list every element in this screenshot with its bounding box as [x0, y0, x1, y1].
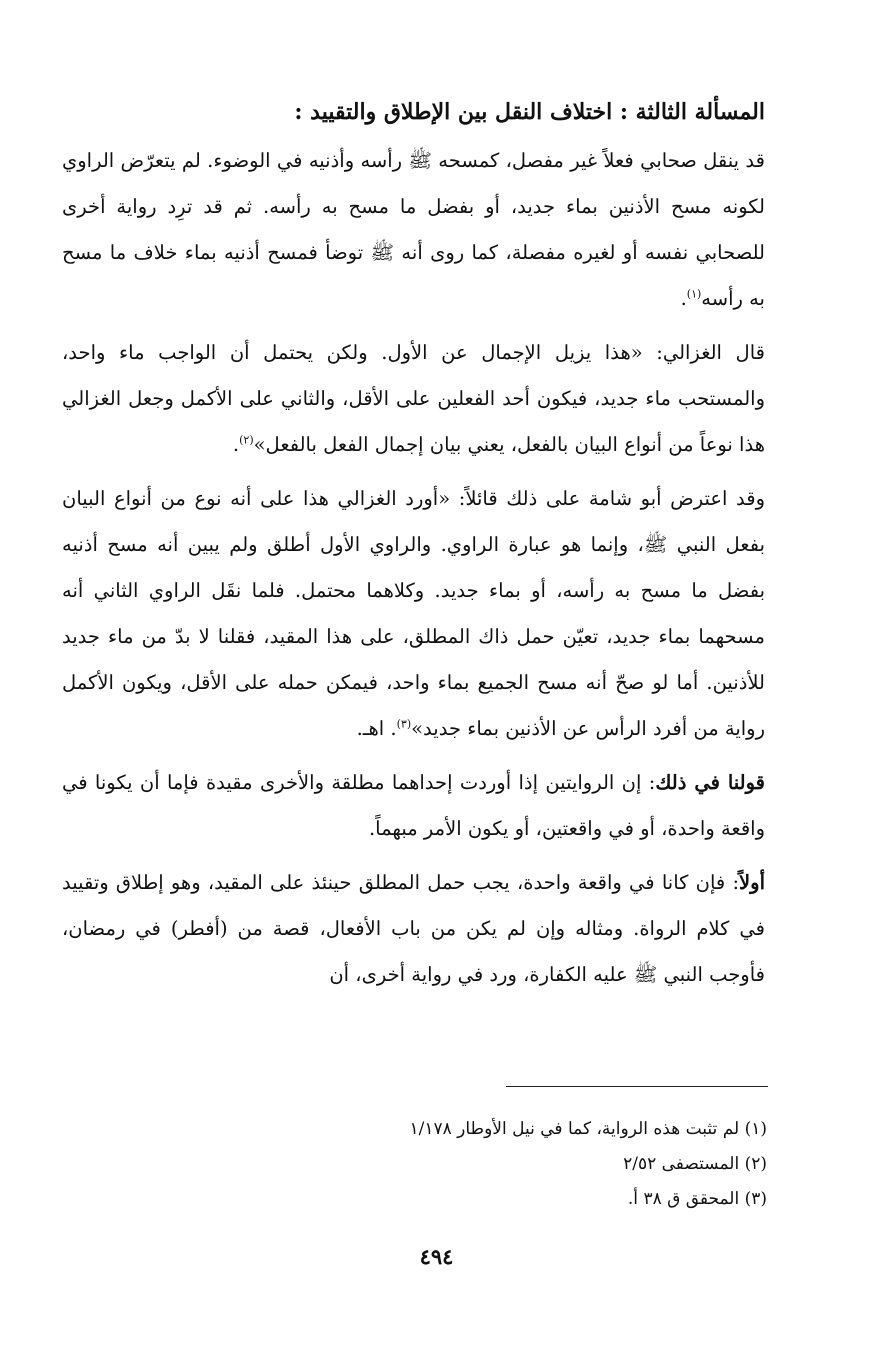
- paragraph-5: [62, 860, 765, 998]
- paragraph-3-text: وقد اعترض أبو شامة على ذلك قائلاً: «أورد الغزالي هذا على أنه نوع من أنواع البيان بفعل النبي ﷺ، وإنما هو عبارة الراوي. والراوي الأول أطلق ولم يبين أنه مسح أذنيه بفضل ما مسح به رأسه، أو بماء جديد. وكلاهما محتمل. فلما نقَل الراوي الثاني أنه مسحهما بماء جديد، تعيّن حمل ذاك المطلق، على هذا المقيد، فقلنا لا بدّ من ماء جديد للأذنين. أما لو صحّ أنه مسح الجميع بماء واحد، فيمكن حمله على الأقل، ويكون الأكمل رواية من أفرد الرأس عن الأذنين بماء جديد»: [62, 487, 765, 740]
- paragraph-4-lead: قولنا في ذلك: [655, 771, 765, 794]
- footnote-3: (٣) المحقق ق ٣٨ أ.: [627, 1189, 767, 1209]
- footnote-1: (١) لم تثبت هذه الرواية، كما في نيل الأوطار ١/١٧٨: [409, 1119, 767, 1139]
- paragraph-4-text: : إن الروايتين إذا أوردت إحداهما مطلقة والأخرى مقيدة فإما أن يكونا في واقعة واحدة، أو في واقعتين، أو يكون الأمر مبهماً.: [62, 771, 765, 840]
- paragraph-1-text: قد ينقل صحابي فعلاً غير مفصل، كمسحه ﷺ رأسه وأذنيه في الوضوء. لم يتعرّض الراوي لكونه مسح الأذنين بماء جديد، أو بفضل ما مسح به رأسه. ثم قد ترِد رواية أخرى للصحابي نفسه أو لغيره مفصلة، كما روى أنه ﷺ توضأ فمسح أذنيه بماء خلاف ما مسح به رأسه: [62, 149, 765, 310]
- paragraph-2-text: قال الغزالي: «هذا يزيل الإجمال عن الأول. ولكن يحتمل أن الواجب ماء واحد، والمستحب ماء جديد، فيكون أحد الفعلين على الأقل، والثاني على الأكمل وجعل الغزالي هذا نوعاً من أنواع البيان بالفعل، يعني بيان إجمال الفعل بالفعل»: [62, 341, 765, 456]
- footnote-ref-1: (١): [686, 287, 702, 301]
- page-number: ٤٩٤: [419, 1244, 454, 1269]
- footnotes: [62, 1112, 767, 1217]
- paragraph-5-lead: أولاً: [739, 871, 765, 894]
- paragraph-4: [62, 760, 765, 852]
- paragraph-5-text: : فإن كانا في واقعة واحدة، يجب حمل المطلق حينئذ على المقيد، وهو إطلاق وتقييد في كلام الرواة. ومثاله وإن لم يكن من باب الأفعال، قصة من (أفطر) في رمضان، فأوجب النبي ﷺ عليه الكفارة، ورد في رواية أخرى، أن: [62, 871, 765, 986]
- page-body: [62, 92, 765, 1006]
- footnote-ref-2: (٢): [239, 433, 254, 447]
- paragraph-1: [62, 138, 765, 322]
- footnote-ref-3: (٣): [396, 717, 412, 731]
- paragraph-2-end: .: [232, 433, 240, 456]
- footnote-2: (٢) المستصفى ٢/٥٢: [623, 1154, 767, 1174]
- section-heading: المسألة الثالثة : اختلاف النقل بين الإطلاق والتقييد :: [294, 99, 765, 125]
- paragraph-3-end: . اهـ.: [356, 717, 397, 740]
- paragraph-3: [62, 476, 765, 752]
- footnote-divider: [506, 1086, 768, 1087]
- paragraph-1-end: .: [680, 287, 687, 310]
- paragraph-2: [62, 330, 765, 468]
